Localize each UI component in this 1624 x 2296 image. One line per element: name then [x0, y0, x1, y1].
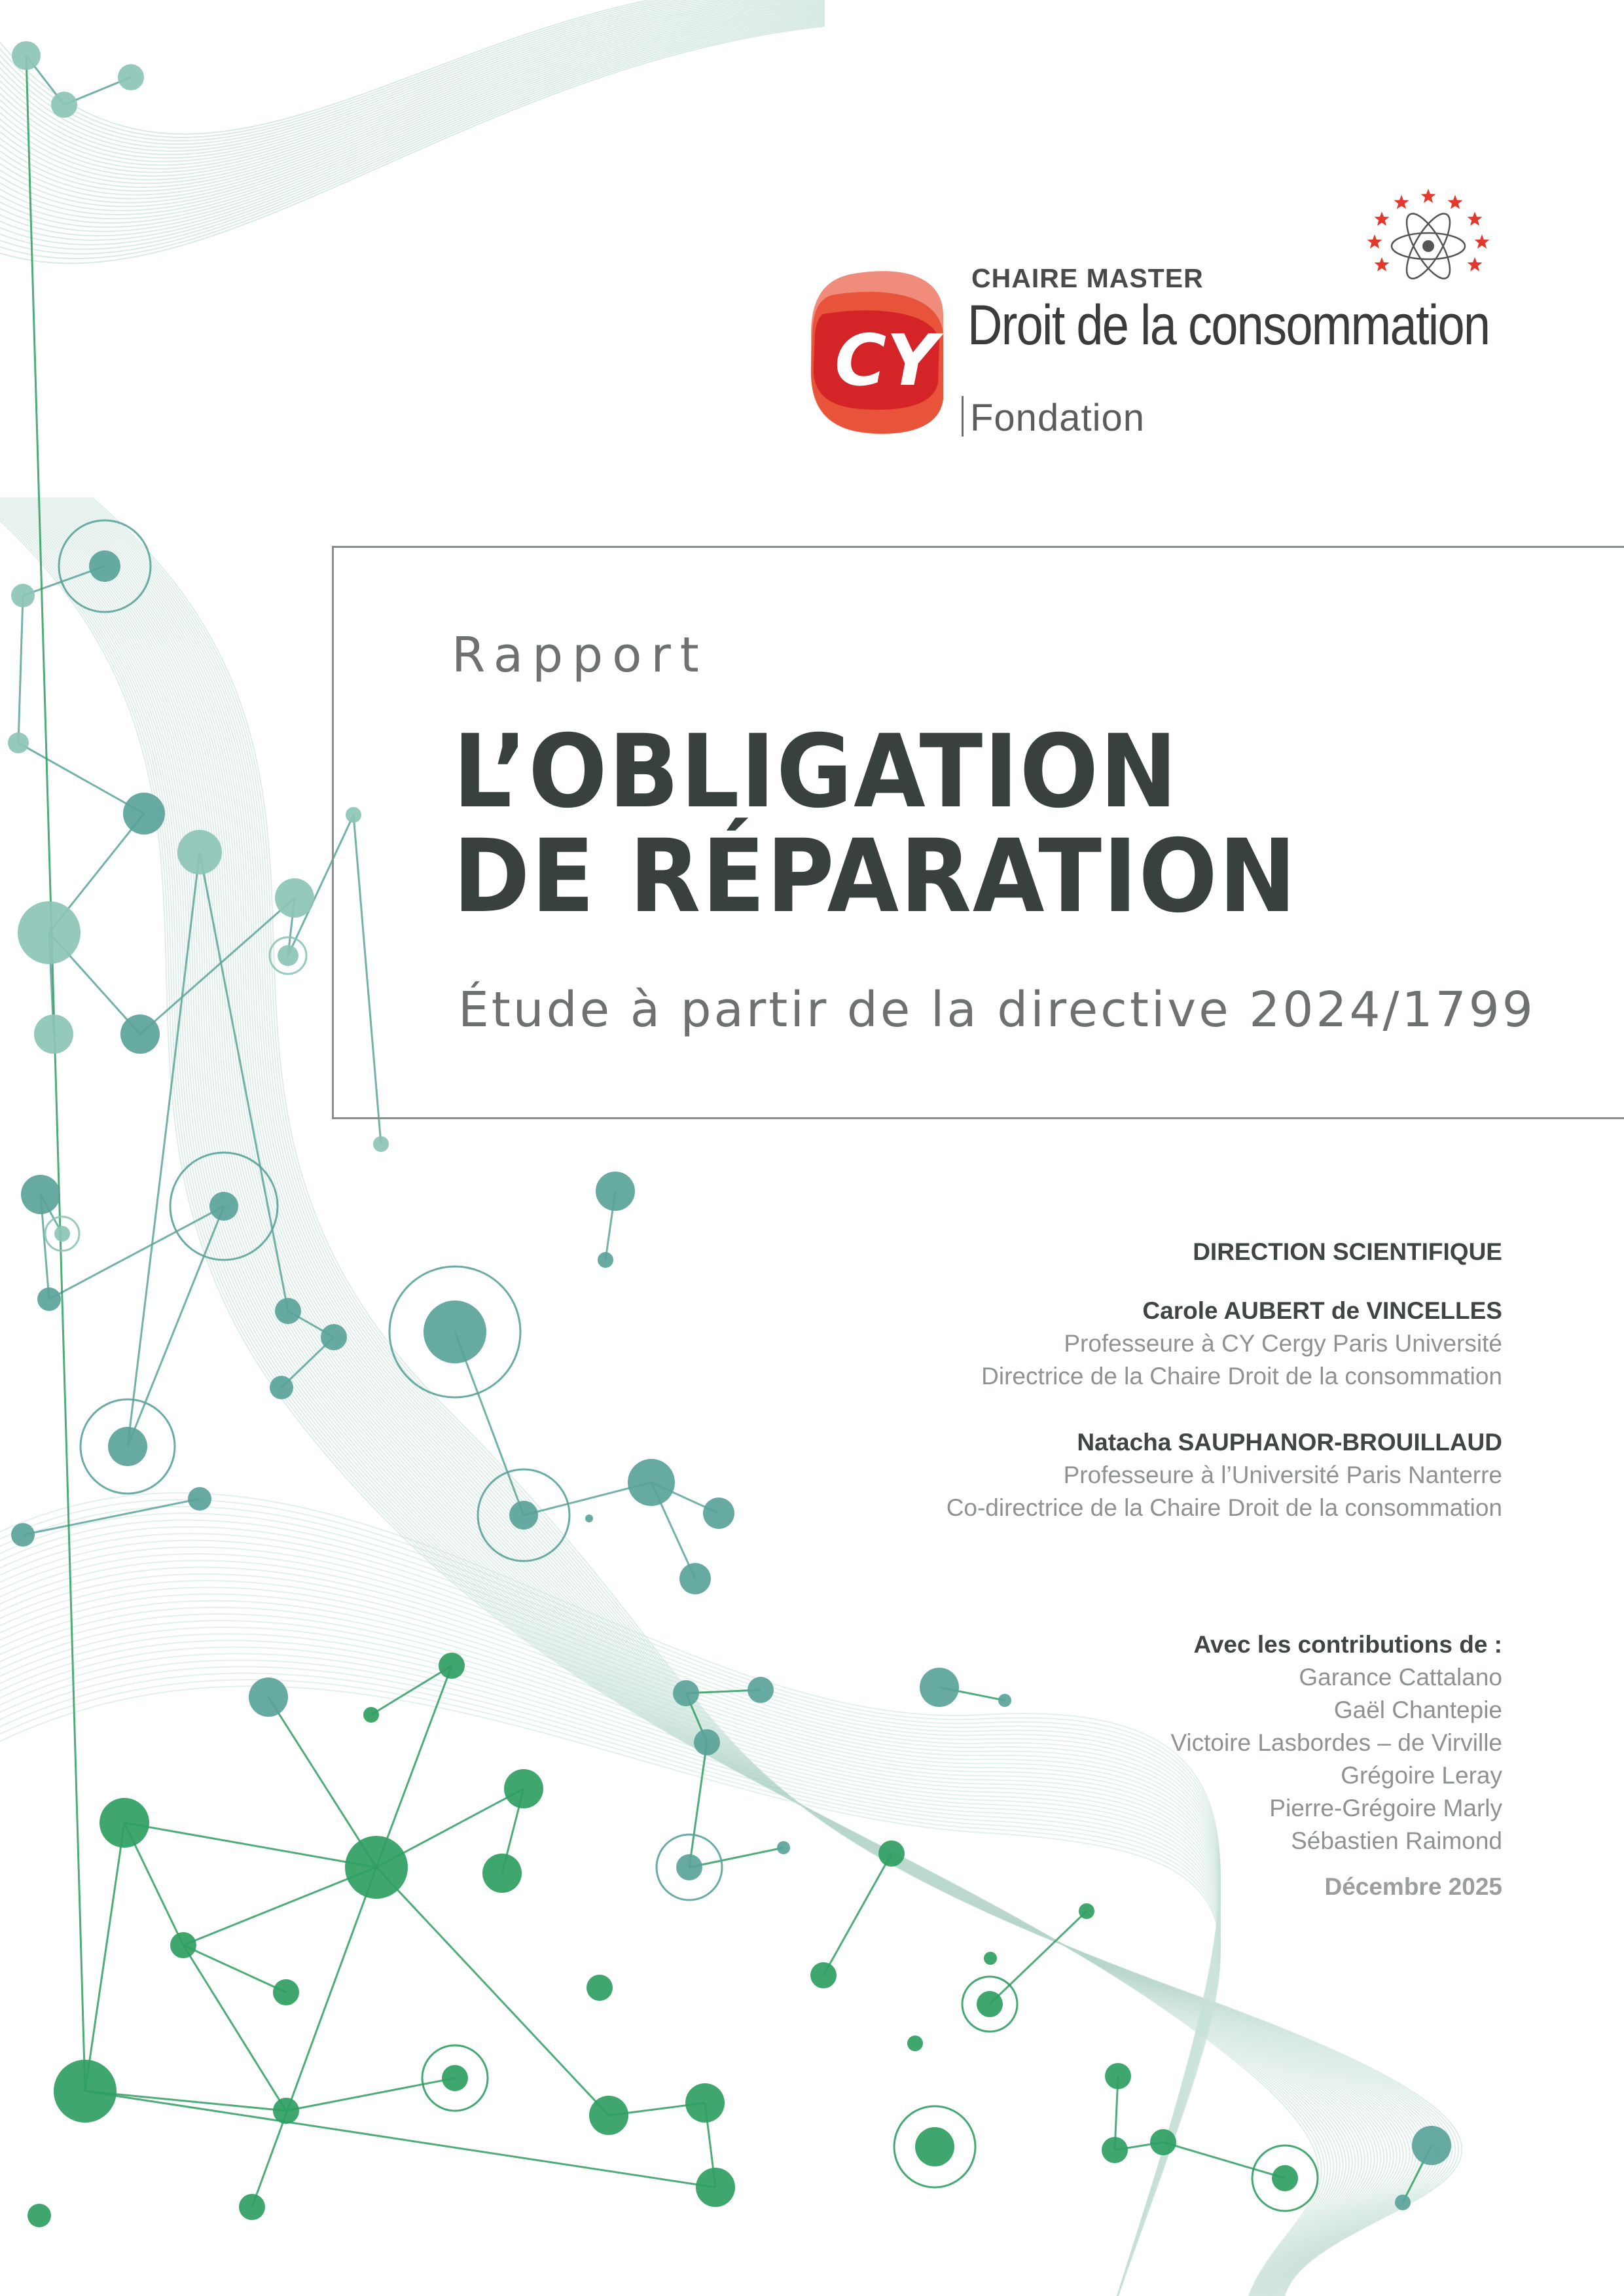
network-edge — [376, 1666, 452, 1867]
network-node — [509, 1501, 538, 1530]
network-edge — [990, 1911, 1087, 2004]
person-role: Directrice de la Chaire Droit de la consommation — [981, 1363, 1502, 1390]
network-node — [585, 1515, 593, 1522]
network-edge — [689, 1848, 784, 1867]
star-icon — [1421, 188, 1436, 203]
network-edge — [26, 56, 85, 2091]
network-node — [1150, 2129, 1176, 2155]
logo-overline: CHAIRE MASTER — [971, 263, 1204, 293]
report-subtitle: Étude à partir de la directive 2024/1799 — [458, 982, 1536, 1038]
network-node — [442, 2065, 468, 2091]
star-icon — [1367, 234, 1382, 249]
wave-line — [0, 1653, 1220, 2296]
wave-line — [0, 1660, 1220, 2296]
svg-text:CY: CY — [835, 320, 938, 402]
network-node — [984, 1952, 997, 1965]
network-node — [123, 793, 165, 834]
network-node — [99, 1798, 149, 1848]
network-node — [170, 1932, 196, 1958]
star-icon — [1475, 234, 1490, 249]
network-node — [51, 92, 77, 118]
network-node — [363, 1707, 379, 1723]
network-node — [270, 1376, 293, 1399]
network-node — [977, 1991, 1003, 2017]
network-node — [118, 64, 144, 90]
wave-line — [0, 1534, 1220, 2296]
star-icon — [1394, 195, 1409, 209]
network-node — [188, 1487, 211, 1511]
network-node — [696, 2168, 735, 2207]
network-edge — [1163, 2142, 1285, 2178]
network-node — [18, 901, 81, 964]
direction-heading: DIRECTION SCIENTIFIQUE — [1193, 1238, 1502, 1265]
network-node — [673, 1680, 699, 1706]
network-node — [21, 1175, 60, 1214]
network-node — [1102, 2137, 1128, 2163]
network-edge — [23, 1499, 200, 1535]
network-node — [239, 2194, 265, 2220]
network-edge — [823, 1854, 892, 1975]
logo-name: Droit de la consommation — [967, 294, 1490, 357]
network-edge — [124, 1823, 376, 1867]
network-node — [1395, 2195, 1411, 2210]
network-node — [278, 945, 298, 966]
contributor-name: Sébastien Raimond — [1291, 1827, 1502, 1854]
network-node — [1412, 2126, 1451, 2165]
contributor-name: Pierre-Grégoire Marly — [1269, 1795, 1502, 1821]
network-node — [915, 2127, 954, 2166]
network-node — [249, 1677, 288, 1717]
atom-stars-emblem-icon — [1356, 177, 1500, 295]
contributions-section — [1170, 1628, 1502, 1903]
star-icon — [1448, 195, 1463, 209]
network-node — [1079, 1903, 1094, 1919]
network-node — [273, 1979, 299, 2005]
star-icon — [1375, 211, 1390, 226]
network-edge — [286, 2078, 455, 2111]
network-node — [596, 1172, 635, 1211]
network-node — [1105, 2063, 1131, 2089]
network-node — [11, 1523, 35, 1547]
network-edge — [183, 1945, 286, 2111]
network-edge — [85, 1823, 124, 2091]
person-role: Co-directrice de la Chaire Droit de la consommation — [946, 1494, 1502, 1521]
network-node — [679, 1563, 711, 1594]
network-node — [907, 2036, 923, 2051]
network-node — [810, 1962, 837, 1988]
network-node — [34, 1014, 73, 1054]
network-node — [209, 1192, 238, 1221]
network-node — [54, 2060, 117, 2123]
wave-line — [0, 1499, 1220, 2296]
contributions-heading: Avec les contributions de : — [1193, 1631, 1502, 1658]
direction-section — [947, 1236, 1502, 1524]
network-node — [37, 1287, 61, 1311]
network-node — [685, 2083, 725, 2123]
logo-divider — [962, 396, 964, 437]
network-node — [27, 2204, 51, 2227]
network-node — [120, 1014, 160, 1054]
network-node — [586, 1975, 613, 2001]
network-node — [1272, 2165, 1298, 2191]
network-node — [275, 878, 314, 918]
contributor-name: Grégoire Leray — [1341, 1762, 1502, 1789]
network-edge — [18, 596, 23, 743]
network-node — [108, 1427, 147, 1466]
network-node — [628, 1459, 675, 1506]
network-edge — [376, 1867, 609, 2115]
contributor-name: Victoire Lasbordes – de Virville — [1170, 1729, 1502, 1756]
network-node — [424, 1300, 486, 1363]
wave-line — [0, 1647, 1220, 2296]
network-node — [694, 1729, 720, 1755]
wave-line — [0, 1547, 1220, 2296]
network-node — [703, 1498, 734, 1529]
report-title-line-1: L’OBLIGATION — [453, 713, 1179, 831]
network-node — [89, 550, 120, 582]
network-node — [777, 1841, 790, 1854]
network-node — [504, 1769, 543, 1808]
network-node — [321, 1324, 347, 1350]
star-icon — [1468, 257, 1483, 272]
network-node — [748, 1677, 774, 1703]
network-node — [439, 1653, 465, 1679]
network-node — [589, 2096, 628, 2135]
person-role: Professeure à l’Université Paris Nanterre — [1063, 1462, 1502, 1488]
network-node — [177, 830, 222, 874]
wave-line — [0, 26, 825, 263]
network-node — [273, 2098, 299, 2124]
publication-date: Décembre 2025 — [1324, 1873, 1502, 1900]
star-icon — [1375, 257, 1390, 272]
network-node — [998, 1694, 1011, 1707]
person-name: Natacha SAUPHANOR-BROUILLAUD — [1077, 1429, 1502, 1456]
network-node — [676, 1854, 702, 1880]
star-icon — [1468, 211, 1483, 226]
network-node — [482, 1854, 522, 1893]
network-node — [11, 584, 35, 607]
person-role: Professeure à CY Cergy Paris Université — [1064, 1330, 1502, 1357]
contributor-name: Gaël Chantepie — [1333, 1696, 1502, 1723]
network-node — [275, 1298, 301, 1324]
network-edge — [18, 743, 144, 814]
report-kicker: Rapport — [452, 627, 708, 683]
network-node — [345, 1836, 408, 1899]
wave-line — [0, 1493, 1220, 2296]
network-node — [598, 1252, 613, 1268]
network-node — [920, 1668, 959, 1707]
logo-foundation: Fondation — [970, 397, 1145, 439]
network-node — [373, 1136, 389, 1152]
cy-logo-icon — [808, 268, 946, 439]
network-node — [12, 41, 41, 70]
report-title-line-2: DE RÉPARATION — [453, 818, 1298, 935]
network-edge — [689, 1742, 707, 1867]
wave-line — [0, 1627, 1220, 2296]
contributor-name: Garance Cattalano — [1299, 1664, 1502, 1691]
network-node — [8, 732, 29, 753]
network-node — [54, 1226, 70, 1242]
person-name: Carole AUBERT de VINCELLES — [1142, 1297, 1502, 1324]
network-edge — [252, 1867, 376, 2207]
network-node — [878, 1840, 905, 1867]
